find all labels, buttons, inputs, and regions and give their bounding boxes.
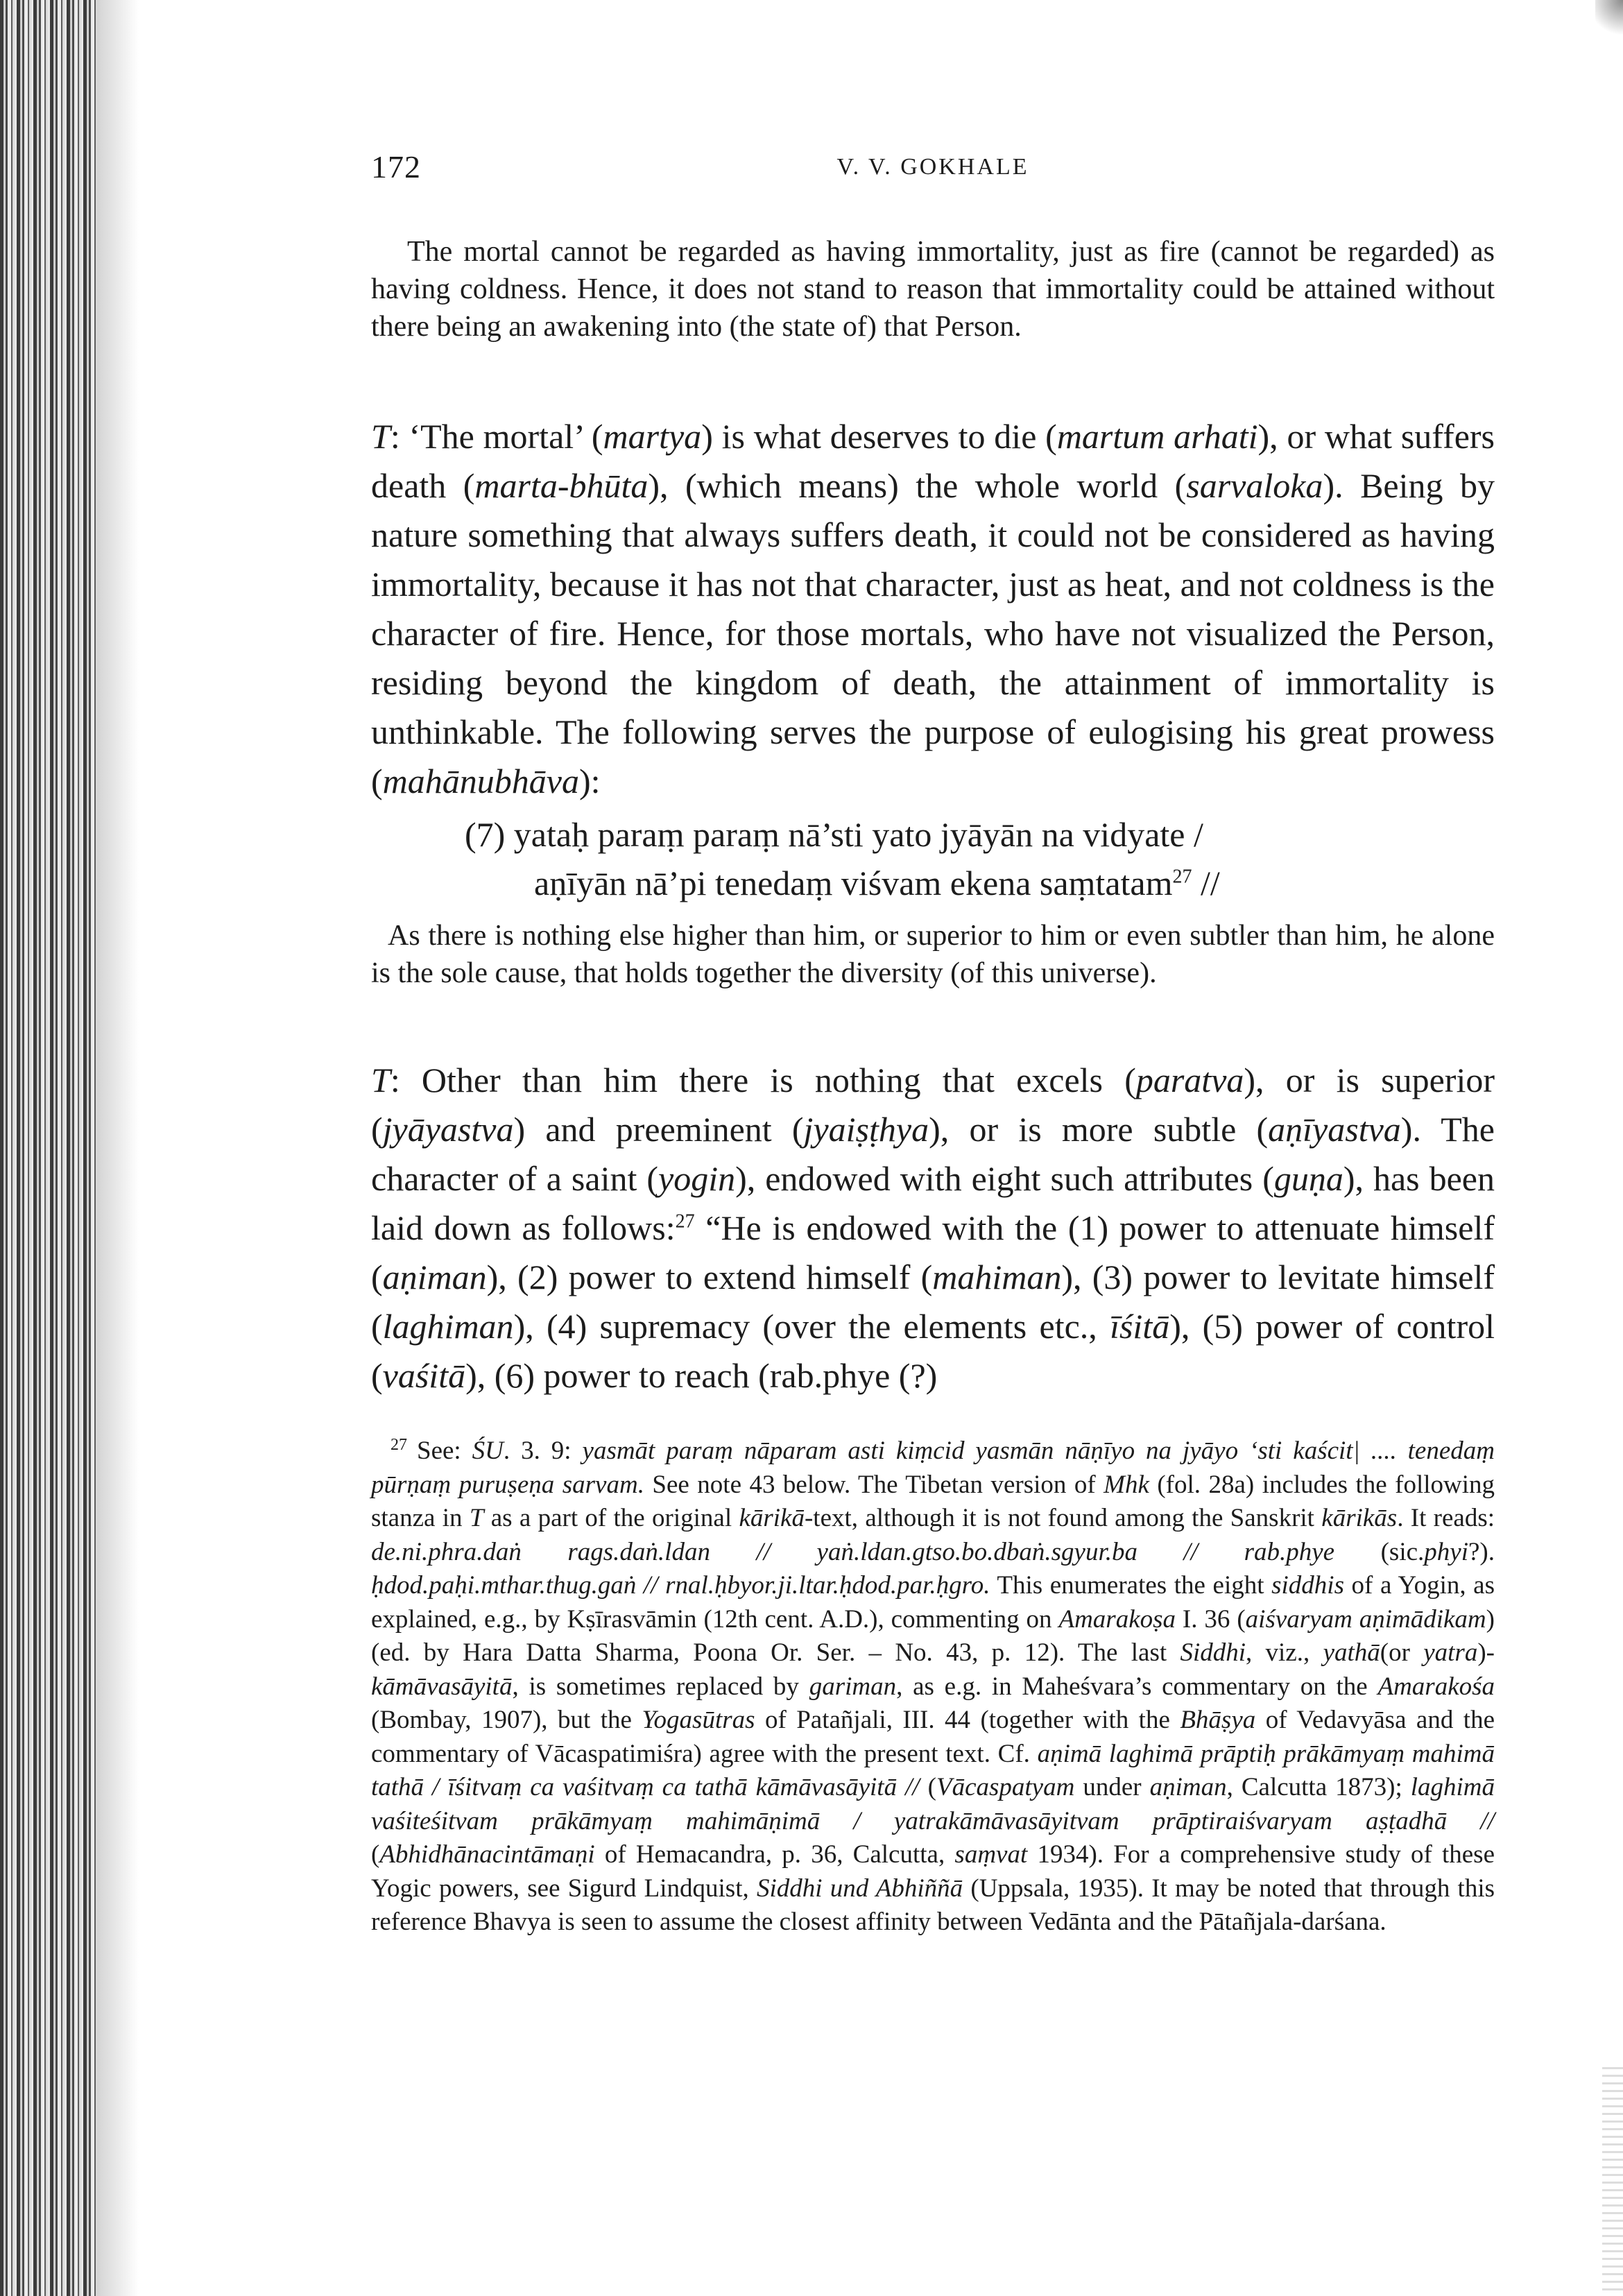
commentary-paragraph-2: T: Other than him there is nothing that excels (paratva), or is superior (jyāyastva) and preeminent (jyaiṣṭhya), or is more subtle (aṇīyastva). The character of a saint (yogin), endowed with eight such attributes (guṇa), has been laid down as follows:$^{27}$ “He is endowed with the (1) power to attenuate himself (aṇiman), (2) power to extend himself (mahiman), (3) power to levitate himself (laghiman), (4) supremacy (over the elements etc., īśitā), (5) power of control (vaśitā), (6) power to reach (rab.phye (?) — [371, 1061, 1495, 1395]
footnote-reference: 27 — [1172, 866, 1192, 888]
footnote-27: $^{27}$ See: ŚU. 3. 9: yasmāt paraṃ nāparam asti kiṃcid yasmān nāṇīyo na jyāyo ‘sti kaścit| .... tenedaṃ pūrṇaṃ puruṣeṇa sarvam. See note 43 below. The Tibetan version of Mhk (fol. 28a) includes the following stanza in T as a part of the original kārikā-text, although it is not found among the Sanskrit kārikās. It reads: de.ni.phra.daṅ rags.daṅ.ldan // yaṅ.ldan.gtso.bo.dbaṅ.sgyur.ba // rab.phye (sic.phyi?). ḥdod.paḥi.mthar.thug.gaṅ // rnal.ḥbyor.ji.ltar.ḥdod.par.ḥgro. This enumerates the eight siddhis of a Yogin, as explained, e.g., by Kṣīrasvāmin (12th cent. A.D.), commenting on Amarakoṣa I. 36 (aiśvaryam aṇimādikam) (ed. by Hara Datta Sharma, Poona Or. Ser. – No. 43, p. 12). The last Siddhi, viz., yathā(or yatra)-kāmāvasāyitā, is sometimes replaced by gariman, as e.g. in Maheśvara’s commentary on the Amarakośa (Bombay, 1907), but the Yogasūtras of Patañjali, III. 44 (together with the Bhāṣya of Vedavyāsa and the commentary of Vācaspatimiśra) agree with the present text. Cf. aṇimā laghimā prāptiḥ prākāmyaṃ mahimā tathā / īśitvaṃ ca vaśitvaṃ ca tathā kāmāvasāyitā // (Vācaspatyam under aṇiman, Calcutta 1873); laghimā vaśiteśitvam prākāmyaṃ mahimāṇimā / yatrakāmāvasāyitvam prāptiraiśvaryam aṣṭadhā // (Abhidhānacintāmaṇi of Hemacandra, p. 36, Calcutta, saṃvat 1934). For a comprehensive study of these Yogic powers, see Sigurd Lindquist, Siddhi und Abhiññā (Uppsala, 1935). It may be noted that through this reference Bhavya is seen to assume the closest affinity between Vedānta and the Pātañjala-darśana. — [371, 1435, 1495, 1936]
binding-gradient — [97, 0, 139, 2296]
scan-edge-speckle — [1602, 2067, 1623, 2296]
running-head — [371, 148, 1495, 190]
footnote-reference: 27 — [675, 1210, 695, 1233]
verse-line-2: aṇīyān nā’pi tenedaṃ viśvam ekena saṃtatam$^{27}$ // — [534, 864, 1220, 902]
translation-paragraph-1: The mortal cannot be regarded as having immortality, just as fire (cannot be regarded) as having coldness. Hence, it does not stand to reason that immortality could be attained without there being an awakening into (the state of) that Person. — [371, 236, 1495, 343]
running-head-author: V. V. GOKHALE — [836, 154, 1029, 180]
verse-line-1: (7) yataḥ paraṃ paraṃ nā’sti yato jyāyān na vidyate / — [465, 815, 1203, 854]
page-number: 172 — [371, 149, 421, 185]
commentary-paragraph-1: T: ‘The mortal’ (martya) is what deserves to die (martum arhati), or what suffers death (marta-bhūta), (which means) the whole world (sarvaloka). Being by nature something that always suffers death, it could not be considered as having immortality, because it has not that character, just as heat, and not coldness is the character of fire. Hence, for those mortals, who have not visualized the Person, residing beyond the kingdom of death, the attainment of immortality is unthinkable. The following serves the purpose of eulogising his great prowess (mahānubhāva): — [371, 417, 1495, 800]
translation-paragraph-2: As there is nothing else higher than him, or superior to him or even subtler than him, he alone is the sole cause, that holds together the diversity (of this universe). — [371, 920, 1495, 989]
commentary-label: T — [371, 417, 390, 456]
footnote-marker: 27 — [390, 1435, 407, 1454]
scan-corner-mark — [1595, 0, 1623, 42]
page-binding-shadow — [0, 0, 97, 2296]
sanskrit-verse — [465, 810, 1491, 907]
commentary-label: T — [371, 1061, 390, 1099]
